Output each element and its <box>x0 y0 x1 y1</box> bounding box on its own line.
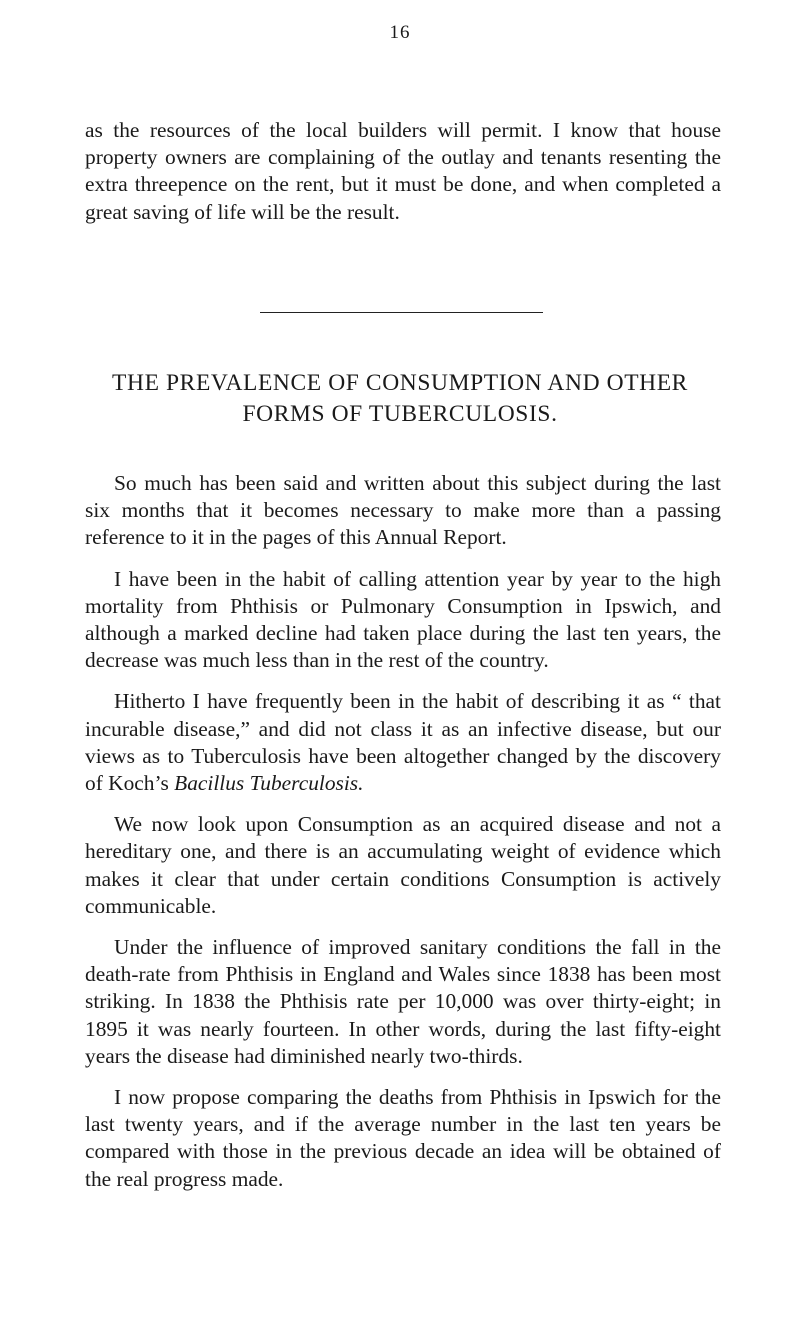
section-title-line-2: FORMS OF TUBERCULOSIS. <box>242 401 558 427</box>
paragraph: So much has been said and written about this subject during the last six months that it becomes necessary to make more than a passing reference to it in the pages of this Annual Report. <box>85 471 721 550</box>
paragraph: We now look upon Consumption as an acquired disease and not a hereditary one, and there is an accumulating weight of evidence which makes it clear that under certain conditions Consumption is actively communicable. <box>85 812 721 918</box>
intro-paragraph: as the resources of the local builders will permit. I know that house property owners are complaining of the outlay and tenants resenting the extra threepence on the rent, but it must be done, and when completed a great saving of life will be the result. <box>85 118 721 224</box>
paragraph: I now propose comparing the deaths from Phthisis in Ipswich for the last twenty years, and if the average number in the last ten years be compared with those in the previous decade an idea will be obtained of the real progress made. <box>85 1085 721 1191</box>
intro-block <box>85 117 721 226</box>
koch-text: Hitherto I have frequently been in the habit of describing it as “ that incurable disease,” and did not class it as an infective disease, but our views as to Tuberculosis have been altogether changed by the discovery of Koch’s <box>85 689 721 796</box>
section-divider <box>260 312 543 313</box>
page-number: 16 <box>389 22 411 43</box>
paragraph: I have been in the habit of calling attention year by year to the high mortality from Phthisis or Pulmonary Consumption in Ipswich, and although a marked decline had taken place during the last ten years, the decrease was much less than in the rest of the country. <box>85 566 721 673</box>
paragraph-koch <box>85 688 721 797</box>
paragraph: Under the influence of improved sanitary conditions the fall in the death-rate from Phthisis in England and Wales since 1838 has been most striking. In 1838 the Phthisis rate per 10,000 was over thirty-eight; in 1895 it was nearly fourteen. In other words, during the last fifty-eight years the disease had diminished nearly two-thirds. <box>85 935 721 1068</box>
koch-italic: Bacillus Tuberculosis. <box>174 771 364 796</box>
section-title-line-1: THE PREVALENCE OF CONSUMPTION AND OTHER <box>112 370 688 396</box>
section-title <box>60 368 740 430</box>
section-body <box>85 470 721 1206</box>
